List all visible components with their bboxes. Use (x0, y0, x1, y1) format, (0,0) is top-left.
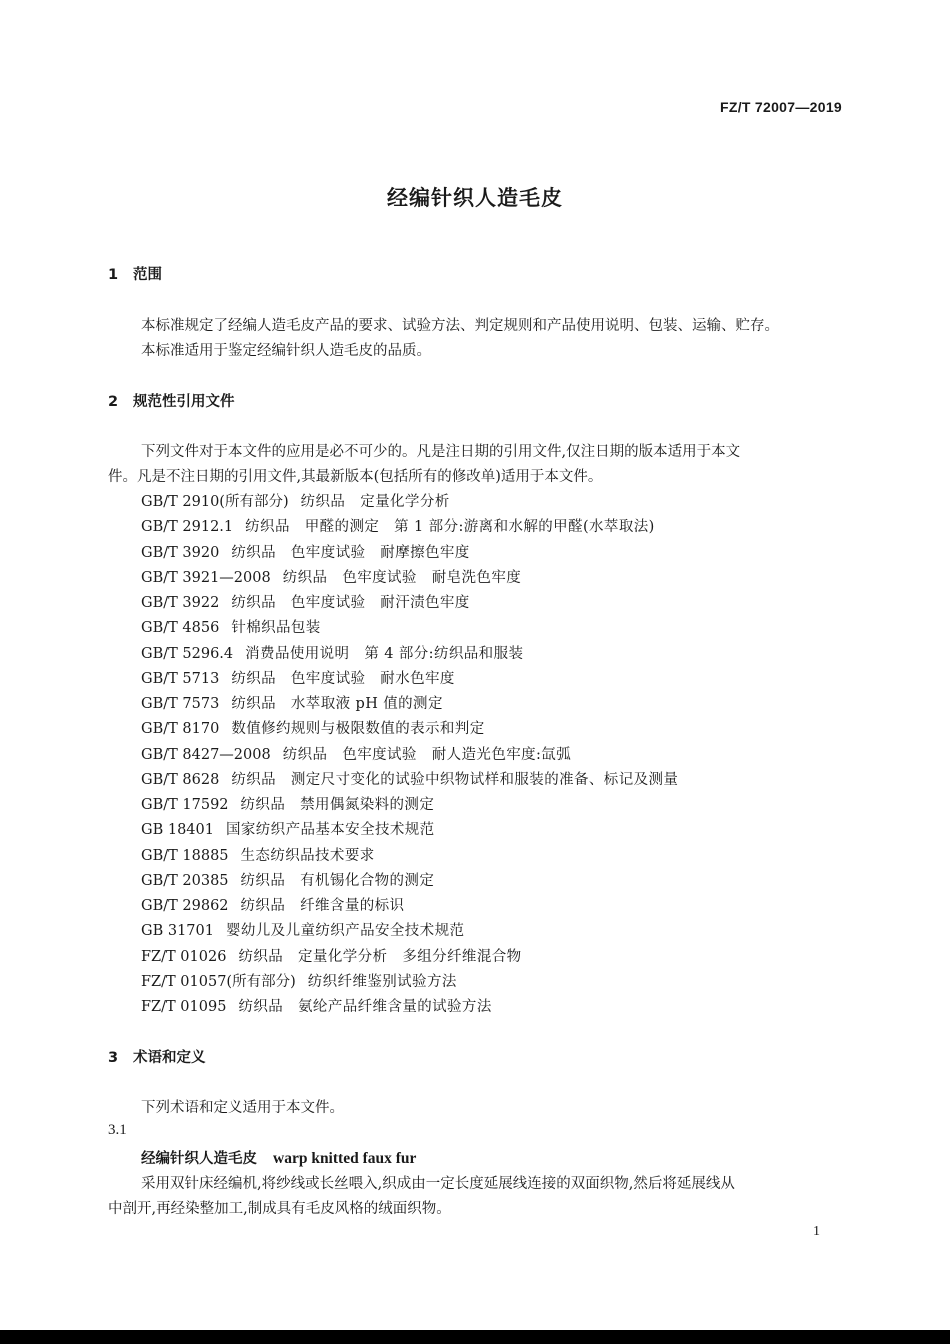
reference-code: GB/T 5713 (141, 670, 220, 687)
reference-title: 纺织品 色牢度试验 耐人造光色牢度:氙弧 (282, 746, 572, 763)
reference-item (141, 591, 470, 612)
reference-title: 国家纺织产品基本安全技术规范 (225, 822, 435, 839)
reference-item (141, 642, 523, 663)
reference-code: GB/T 2910(所有部分) (141, 494, 289, 510)
reference-code: GB/T 2912.1 (141, 519, 234, 536)
reference-title: 纺织品 色牢度试验 耐皂洗色牢度 (282, 569, 522, 586)
reference-item (141, 541, 470, 562)
reference-item (141, 818, 435, 839)
standard-code: FZ/T 72007—2019 (719, 99, 842, 115)
reference-item (141, 717, 485, 738)
reference-title: 婴幼儿及儿童纺织产品安全技术规范 (225, 923, 465, 940)
reference-code: GB/T 5296.4 (141, 645, 234, 662)
section-2-heading (108, 390, 235, 411)
reference-code: FZ/T 01095 (141, 999, 227, 1015)
reference-item (141, 894, 404, 915)
reference-code: GB/T 29862 (141, 898, 229, 914)
reference-item (141, 692, 443, 713)
section-number: 2 (108, 394, 119, 410)
reference-code: GB/T 4856 (141, 620, 220, 637)
reference-item (141, 515, 655, 536)
reference-title: 消费品使用说明 第 4 部分:纺织品和服装 (245, 645, 524, 662)
paragraph: 本标准适用于鉴定经编针织人造毛皮的品质。 (141, 343, 431, 359)
subsection-number: 3.1 (108, 1122, 127, 1138)
section-3-heading (108, 1046, 206, 1067)
section-title: 范围 (133, 267, 162, 283)
reference-item (141, 667, 455, 688)
reference-item (141, 844, 375, 865)
document-title: 经编针织人造毛皮 (387, 186, 563, 210)
term-english: warp knitted faux fur (273, 1150, 417, 1167)
reference-item (141, 768, 678, 789)
reference-item (141, 490, 450, 511)
reference-title: 纺织品 氨纶产品纤维含量的试验方法 (238, 999, 492, 1015)
reference-title: 纺织品 色牢度试验 耐汗渍色牢度 (231, 595, 470, 611)
paragraph: 本标准规定了经编人造毛皮产品的要求、试验方法、判定规则和产品使用说明、包装、运输、贮存。 (141, 318, 779, 334)
reference-title: 纺织品 定量化学分析 多组分纤维混合物 (238, 948, 522, 965)
paragraph: 下列文件对于本文件的应用是必不可少的。凡是注日期的引用文件,仅注日期的版本适用于本文 (141, 444, 741, 460)
definition: 中剖开,再经染整加工,制成具有毛皮风格的绒面织物。 (108, 1201, 451, 1217)
reference-item (141, 919, 464, 940)
section-number: 3 (108, 1050, 119, 1066)
reference-item (141, 970, 457, 991)
reference-title: 纺织品 色牢度试验 耐水色牢度 (231, 670, 455, 687)
reference-code: GB/T 3922 (141, 595, 220, 611)
reference-code: GB/T 7573 (141, 696, 220, 712)
section-1-heading (108, 263, 162, 284)
reference-title: 纺织品 甲醛的测定 第 1 部分:游离和水解的甲醛(水萃取法) (245, 519, 655, 536)
reference-title: 纺织品 有机锡化合物的测定 (240, 872, 435, 889)
reference-item (141, 743, 571, 764)
reference-title: 纺织品 纤维含量的标识 (240, 898, 405, 914)
paragraph: 件。凡是不注日期的引用文件,其最新版本(包括所有的修改单)适用于本文件。 (108, 469, 603, 485)
reference-item (141, 995, 492, 1016)
reference-title: 纺织品 测定尺寸变化的试验中织物试样和服装的准备、标记及测量 (231, 771, 679, 788)
reference-code: GB/T 8628 (141, 771, 220, 788)
reference-code: FZ/T 01057(所有部分) (141, 973, 296, 990)
reference-title: 纺织品 定量化学分析 (300, 494, 450, 510)
section-title: 术语和定义 (133, 1050, 206, 1066)
reference-title: 纺织纤维鉴别试验方法 (307, 973, 457, 990)
reference-title: 纺织品 禁用偶氮染料的测定 (240, 797, 435, 813)
page-number: 1 (813, 1224, 820, 1239)
definition: 采用双针床经编机,将纱线或长丝喂入,织成由一定长度延展线连接的双面织物,然后将延展线从 (141, 1176, 735, 1192)
term-entry (141, 1147, 416, 1168)
reference-item (141, 793, 434, 814)
reference-item (141, 869, 434, 890)
reference-item (141, 945, 522, 966)
reference-code: FZ/T 01026 (141, 948, 227, 965)
reference-title: 纺织品 色牢度试验 耐摩擦色牢度 (231, 544, 470, 561)
reference-title: 生态纺织品技术要求 (240, 847, 375, 864)
term-chinese: 经编针织人造毛皮 (141, 1151, 257, 1167)
page-bottom-bar (0, 1330, 950, 1344)
reference-code: GB 18401 (141, 822, 214, 839)
reference-title: 纺织品 水萃取液 pH 值的测定 (231, 696, 443, 712)
reference-title: 数值修约规则与极限数值的表示和判定 (231, 721, 485, 738)
reference-code: GB/T 17592 (141, 797, 229, 813)
section-number: 1 (108, 267, 119, 283)
reference-code: GB/T 3921—2008 (141, 569, 271, 586)
reference-item (141, 616, 321, 637)
reference-code: GB/T 3920 (141, 544, 220, 561)
reference-code: GB/T 20385 (141, 872, 229, 889)
reference-code: GB/T 18885 (141, 847, 229, 864)
reference-code: GB 31701 (141, 923, 214, 940)
paragraph: 下列术语和定义适用于本文件。 (141, 1100, 344, 1116)
reference-item (141, 566, 521, 587)
reference-code: GB/T 8170 (141, 721, 220, 738)
reference-code: GB/T 8427—2008 (141, 746, 271, 763)
reference-title: 针棉织品包装 (231, 620, 321, 637)
section-title: 规范性引用文件 (133, 394, 235, 410)
